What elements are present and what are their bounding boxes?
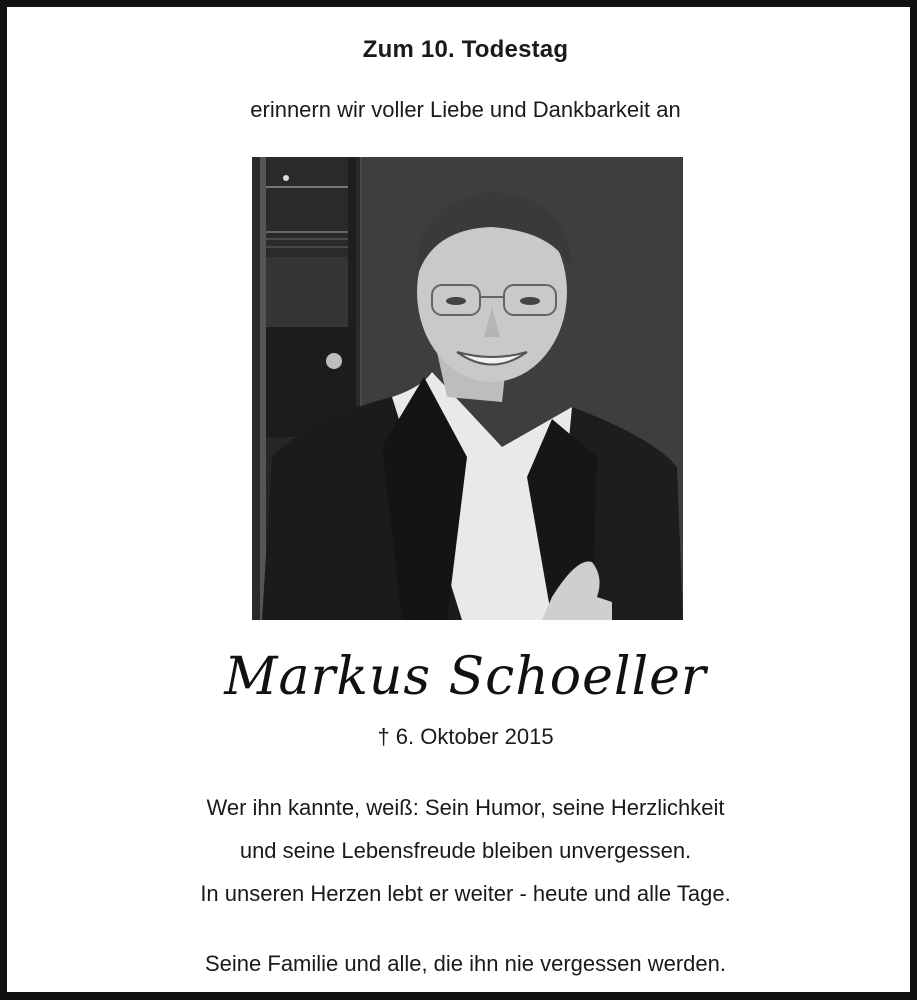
- closing-signature: Seine Familie und alle, die ihn nie vergessen werden.: [205, 951, 726, 976]
- deceased-name: Markus Schoeller: [224, 647, 707, 707]
- memorial-text-line: In unseren Herzen lebt er weiter - heute und alle Tage.: [200, 881, 731, 906]
- portrait-photo: [252, 157, 683, 620]
- death-date: † 6. Oktober 2015: [377, 724, 554, 749]
- memorial-text-line: Wer ihn kannte, weiß: Sein Humor, seine Herzlichkeit: [206, 795, 725, 820]
- notice-heading: Zum 10. Todestag: [362, 36, 569, 63]
- memorial-text-line: und seine Lebensfreude bleiben unvergessen.: [239, 838, 692, 863]
- notice-intro: erinnern wir voller Liebe und Dankbarkeit an: [250, 97, 681, 122]
